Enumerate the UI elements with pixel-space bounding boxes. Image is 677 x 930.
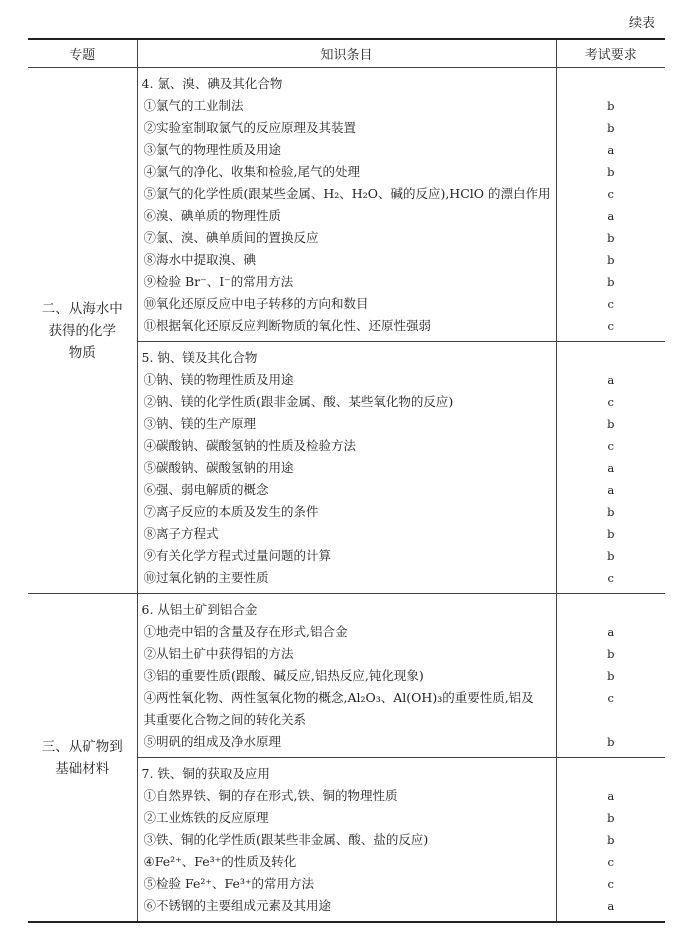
item-req: a xyxy=(607,143,615,157)
item-text: ⑤明矾的组成及净水原理 xyxy=(143,734,282,749)
item-req: a xyxy=(607,899,615,913)
section-title: 6. 从铝土矿到铝合金 xyxy=(141,602,258,617)
item-req: b xyxy=(607,527,615,541)
item-text: ④两性氧化物、两性氢氧化物的概念,Al₂O₃、Al(OH)₃的重要性质,铝及 xyxy=(143,690,534,705)
topic-name-line: 物质 xyxy=(68,344,96,361)
items-cell xyxy=(137,68,556,342)
section-row xyxy=(28,594,665,758)
item-req: c xyxy=(607,439,614,453)
item-text: ②钠、镁的化学性质(跟非金属、酸、某些氧化物的反应) xyxy=(143,394,454,409)
item-text: ⑧离子方程式 xyxy=(143,526,219,541)
item-text: ②工业炼铁的反应原理 xyxy=(143,810,269,825)
item-text: ②实验室制取氯气的反应原理及其装置 xyxy=(143,120,357,135)
topic-name-line: 三、从矿物到 xyxy=(41,738,123,755)
item-req: b xyxy=(607,231,615,245)
item-req: c xyxy=(607,187,614,201)
section-title: 5. 钠、镁及其化合物 xyxy=(141,350,258,365)
reqs-cell xyxy=(556,68,665,342)
item-text: ⑪根据氧化还原反应判断物质的氧化性、还原性强弱 xyxy=(143,318,432,333)
item-text: ①地壳中铝的含量及存在形式,铝合金 xyxy=(143,624,348,639)
item-req: b xyxy=(607,811,615,825)
section-row xyxy=(28,68,665,342)
item-text: ⑩过氧化钠的主要性质 xyxy=(143,570,269,585)
topic-name-line: 二、从海水中 xyxy=(41,300,123,317)
topic-name-line: 基础材料 xyxy=(55,760,110,777)
item-req: b xyxy=(607,549,615,563)
item-req: b xyxy=(607,275,615,289)
item-req: c xyxy=(607,297,614,311)
item-text: ③铁、铜的化学性质(跟某些非金属、酸、盐的反应) xyxy=(143,832,429,847)
reqs-cell xyxy=(556,594,665,758)
item-text: ⑥强、弱电解质的概念 xyxy=(143,482,269,497)
item-req: c xyxy=(607,571,614,585)
item-req: b xyxy=(607,669,615,683)
item-text: ⑦氯、溴、碘单质间的置换反应 xyxy=(143,230,319,245)
item-req: b xyxy=(607,505,615,519)
item-req: a xyxy=(607,789,615,803)
item-req: b xyxy=(607,165,615,179)
item-text: ③铝的重要性质(跟酸、碱反应,铝热反应,钝化现象) xyxy=(143,668,424,683)
item-text: ⑩氧化还原反应中电子转移的方向和数目 xyxy=(143,296,369,311)
item-req: b xyxy=(607,735,615,749)
item-text: ⑨检验 Br⁻、I⁻的常用方法 xyxy=(143,274,294,289)
item-text: ⑨有关化学方程式过量问题的计算 xyxy=(143,548,332,563)
item-req: b xyxy=(607,99,615,113)
item-req: b xyxy=(607,121,615,135)
item-text: ③氯气的物理性质及用途 xyxy=(143,142,282,157)
item-req: b xyxy=(607,253,615,267)
item-text: ⑥溴、碘单质的物理性质 xyxy=(143,208,282,223)
item-text: ④氯气的净化、收集和检验,尾气的处理 xyxy=(143,164,360,179)
items-cell xyxy=(137,342,556,594)
item-req: c xyxy=(607,395,614,409)
items-cell xyxy=(137,758,556,923)
item-text: ⑧海水中提取溴、碘 xyxy=(143,252,257,267)
item-req: b xyxy=(607,833,615,847)
item-text: ①自然界铁、铜的存在形式,铁、铜的物理性质 xyxy=(143,788,398,803)
item-text: ③钠、镁的生产原理 xyxy=(143,416,257,431)
item-req: a xyxy=(607,625,615,639)
header-row xyxy=(28,39,665,68)
items-cell xyxy=(137,594,556,758)
item-text: ④碳酸钠、碳酸氢钠的性质及检验方法 xyxy=(143,438,357,453)
item-req: c xyxy=(607,319,614,333)
item-text: ⑤检验 Fe²⁺、Fe³⁺的常用方法 xyxy=(143,876,314,891)
header-req: 考试要求 xyxy=(556,39,665,68)
item-req: b xyxy=(607,417,615,431)
reqs-cell xyxy=(556,342,665,594)
topic-cell xyxy=(28,594,137,923)
section-title: 4. 氯、溴、碘及其化合物 xyxy=(141,76,283,91)
item-text: ①钠、镁的物理性质及用途 xyxy=(143,372,294,387)
header-item: 知识条目 xyxy=(137,39,556,68)
topic-name-line: 获得的化学 xyxy=(48,322,116,339)
item-text-continued: 其重要化合物之间的转化关系 xyxy=(143,712,307,727)
item-req: a xyxy=(607,483,615,497)
item-req: a xyxy=(607,373,615,387)
section-title: 7. 铁、铜的获取及应用 xyxy=(141,766,270,781)
item-req: a xyxy=(607,209,615,223)
item-text: ⑥不锈钢的主要组成元素及其用途 xyxy=(143,898,332,913)
reqs-cell xyxy=(556,758,665,923)
item-text: ⑤碳酸钠、碳酸氢钠的用途 xyxy=(143,460,294,475)
item-req: c xyxy=(607,855,614,869)
knowledge-table xyxy=(28,38,665,923)
item-text: ④Fe²⁺、Fe³⁺的性质及转化 xyxy=(143,854,297,869)
item-text: ②从铝土矿中获得铝的方法 xyxy=(143,646,294,661)
item-text: ①氯气的工业制法 xyxy=(143,98,244,113)
topic-cell xyxy=(28,68,137,594)
item-req: b xyxy=(607,647,615,661)
item-text: ⑦离子反应的本质及发生的条件 xyxy=(143,504,319,519)
item-req: c xyxy=(607,691,614,705)
item-text: ⑤氯气的化学性质(跟某些金属、H₂、H₂O、碱的反应),HClO 的漂白作用 xyxy=(143,186,551,201)
item-req: a xyxy=(607,461,615,475)
continued-label: 续表 xyxy=(628,16,655,31)
item-req: c xyxy=(607,877,614,891)
header-topic: 专题 xyxy=(28,39,137,68)
